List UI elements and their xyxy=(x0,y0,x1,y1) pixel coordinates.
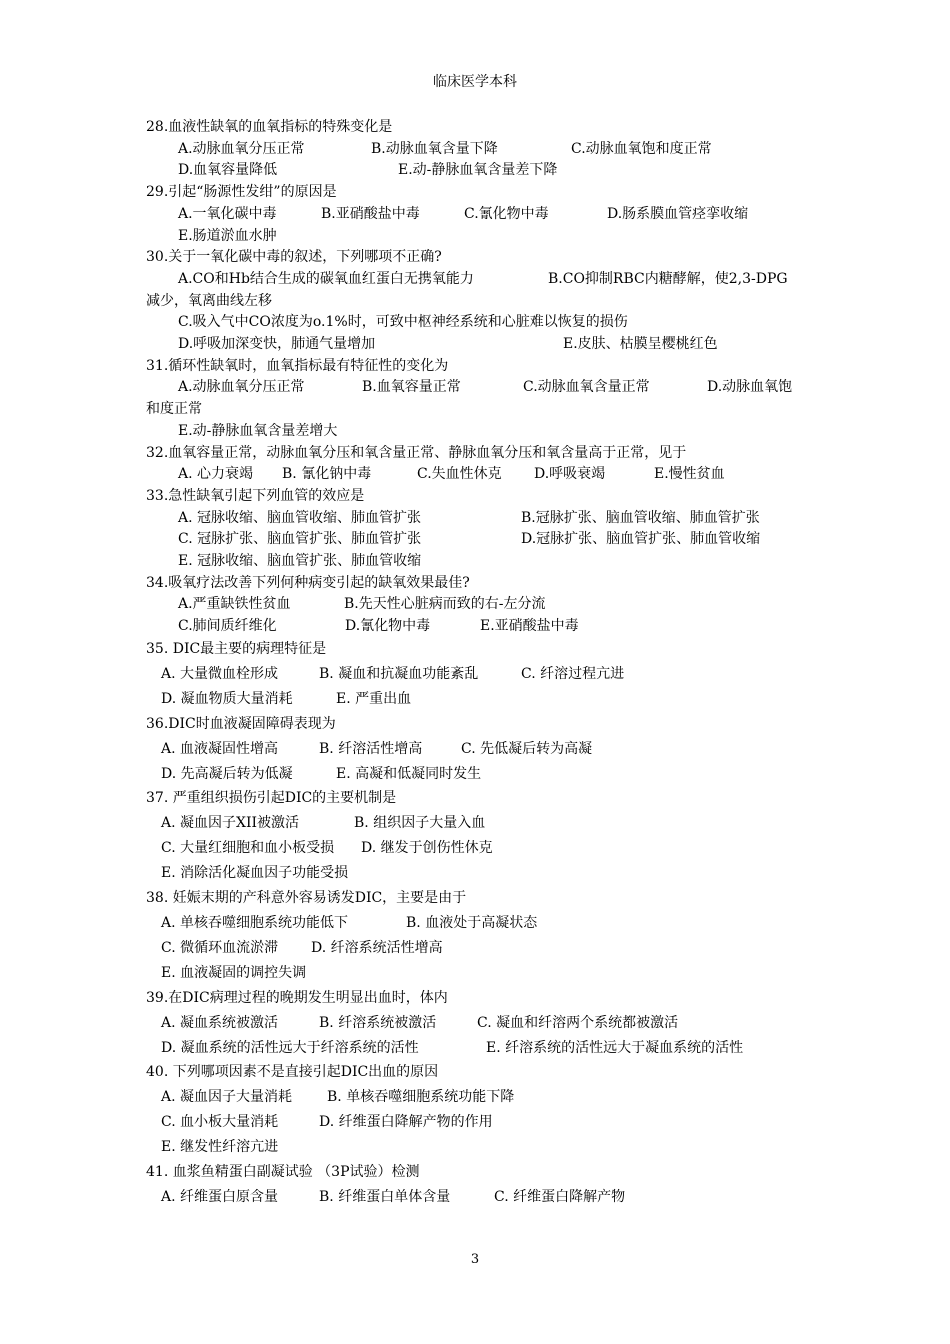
answer-option: D. 凝血物质大量消耗 xyxy=(161,690,293,707)
answer-option: C.失血性休克 xyxy=(417,466,502,483)
answer-option: A. 单核吞噬细胞系统功能低下 xyxy=(161,914,349,931)
option-line xyxy=(146,1110,816,1135)
answer-option: C.肺间质纤维化 xyxy=(178,618,277,635)
answer-option: D.呼吸加深变快，肺通气量增加 xyxy=(178,336,376,353)
question-stem: 33.急性缺氧引起下列血管的效应是 xyxy=(146,487,365,504)
answer-option: B.亚硝酸盐中毒 xyxy=(321,205,420,222)
option-line xyxy=(146,1135,816,1160)
answer-option: C. 冠脉扩张、脑血管扩张、肺血管扩张 xyxy=(178,531,422,548)
option-line xyxy=(146,529,816,551)
answer-option: B.CO抑制RBC内糖酵解，使2,3-DPG xyxy=(548,270,788,287)
question-stem: 减少，氧离曲线左移 xyxy=(146,292,272,309)
option-line xyxy=(146,139,816,161)
answer-option: B. 血液处于高凝状态 xyxy=(406,914,538,931)
option-line xyxy=(146,551,816,573)
option-line xyxy=(146,836,816,861)
answer-option: E. 高凝和低凝同时发生 xyxy=(336,765,482,782)
answer-option: D. 纤溶系统活性增高 xyxy=(311,939,443,956)
answer-option: C.氰化物中毒 xyxy=(464,205,549,222)
option-line xyxy=(146,226,816,248)
option-line xyxy=(146,662,816,687)
answer-option: E.亚硝酸盐中毒 xyxy=(480,618,579,635)
answer-option: C. 微循环血流淤滞 xyxy=(161,939,279,956)
answer-option: A. 凝血系统被激活 xyxy=(161,1014,279,1031)
answer-option: A.CO和Hb结合生成的碳氧血红蛋白无携氧能力 xyxy=(178,270,474,287)
answer-option: C. 凝血和纤溶两个系统都被激活 xyxy=(477,1014,679,1031)
answer-option: B. 纤溶活性增高 xyxy=(319,740,423,757)
answer-option: D.血氧容量降低 xyxy=(178,162,278,179)
answer-option: C.吸入气中CO浓度为o.1%时，可致中枢神经系统和心脏难以恢复的损伤 xyxy=(178,314,628,331)
answer-option: A.一氧化碳中毒 xyxy=(178,205,277,222)
option-line xyxy=(146,961,816,986)
answer-option: E. 纤溶系统的活性远大于凝血系统的活性 xyxy=(486,1039,744,1056)
answer-option: A. 大量微血栓形成 xyxy=(161,665,279,682)
option-line xyxy=(146,1185,816,1210)
answer-option: A. 纤维蛋白原含量 xyxy=(161,1188,279,1205)
answer-option: A. 凝血因子大量消耗 xyxy=(161,1089,293,1106)
answer-option: D. 继发于创伤性休克 xyxy=(361,840,493,857)
question-stem: 28.血液性缺氧的血氧指标的特殊变化是 xyxy=(146,119,393,135)
option-line xyxy=(146,616,816,638)
answer-option: E.动-静脉血氧含量差增大 xyxy=(178,422,338,439)
question-stem: 32.血氧容量正常，动脉血氧分压和氧含量正常、静脉血氧分压和氧含量高于正常，见于 xyxy=(146,444,687,461)
answer-option: E.皮肤、枯膜呈樱桃红色 xyxy=(563,336,718,353)
answer-option: D. 凝血系统的活性远大于纤溶系统的活性 xyxy=(161,1039,419,1056)
page-header: 临床医学本科 xyxy=(433,74,517,90)
answer-option: D.肠系膜血管痉挛收缩 xyxy=(607,205,749,222)
answer-option: B. 凝血和抗凝血功能紊乱 xyxy=(319,665,479,682)
answer-option: B.动脉血氧含量下降 xyxy=(371,140,498,157)
question-stem: 31.循环性缺氧时，血氧指标最有特征性的变化为 xyxy=(146,357,449,374)
question-stem: 34.吸氧疗法改善下列何种病变引起的缺氧效果最佳? xyxy=(146,574,470,591)
option-line xyxy=(146,334,816,356)
answer-option: D. 先高凝后转为低凝 xyxy=(161,765,293,782)
question-stem: 38. 妊娠末期的产科意外容易诱发DIC，主要是由于 xyxy=(146,890,467,907)
option-line xyxy=(146,911,816,936)
answer-option: A. 血液凝固性增高 xyxy=(161,740,279,757)
option-line xyxy=(146,160,816,182)
option-line xyxy=(146,312,816,334)
option-line xyxy=(146,861,816,886)
answer-option: B. 单核吞噬细胞系统功能下降 xyxy=(327,1089,515,1106)
answer-option: A. 冠脉收缩、脑血管收缩、肺血管扩张 xyxy=(178,509,422,526)
answer-option: E. 冠脉收缩、脑血管扩张、肺血管收缩 xyxy=(178,553,422,570)
answer-option: E. 继发性纤溶亢进 xyxy=(161,1139,279,1156)
question-block-dic xyxy=(146,637,816,1210)
answer-option: E.慢性贫血 xyxy=(654,466,725,483)
answer-option: D.呼吸衰竭 xyxy=(534,466,606,483)
question-stem: 36.DIC时血液凝固障碍表现为 xyxy=(146,715,336,732)
question-stem: 30.关于一氧化碳中毒的叙述，下列哪项不正确? xyxy=(146,249,442,266)
question-block-hypoxia xyxy=(146,117,816,638)
answer-option: D. 纤维蛋白降解产物的作用 xyxy=(319,1114,493,1131)
answer-option: E. 消除活化凝血因子功能受损 xyxy=(161,865,349,882)
question-stem: 41. 血浆鱼精蛋白副凝试验 （3P试验）检测 xyxy=(146,1164,420,1181)
answer-option: A.动脉血氧分压正常 xyxy=(178,140,305,157)
option-line xyxy=(146,421,816,443)
answer-option: C.动脉血氧含量正常 xyxy=(523,379,650,396)
question-stem: 37. 严重组织损伤引起DIC的主要机制是 xyxy=(146,790,397,807)
option-line xyxy=(146,811,816,836)
answer-option: B.冠脉扩张、脑血管收缩、肺血管扩张 xyxy=(521,509,760,526)
answer-option: C. 纤维蛋白降解产物 xyxy=(494,1188,626,1205)
answer-option: C.动脉血氧饱和度正常 xyxy=(571,140,712,157)
option-line xyxy=(146,464,816,486)
answer-option: C. 先低凝后转为高凝 xyxy=(461,740,593,757)
answer-option: B. 氰化钠中毒 xyxy=(282,466,372,483)
answer-option: A. 心力衰竭 xyxy=(178,466,254,483)
option-line xyxy=(146,594,816,616)
answer-option: E. 严重出血 xyxy=(336,690,412,707)
answer-option: B.血氧容量正常 xyxy=(362,379,461,396)
question-stem: 39.在DIC病理过程的晚期发生明显出血时，体内 xyxy=(146,989,448,1006)
answer-option: B. 纤溶系统被激活 xyxy=(319,1014,437,1031)
option-line xyxy=(146,377,816,399)
answer-option: B.先天性心脏病而致的右-左分流 xyxy=(344,596,546,613)
answer-option: E.肠道淤血水肿 xyxy=(178,227,277,244)
option-line xyxy=(146,936,816,961)
answer-option: D.动脉血氧饱 xyxy=(707,379,793,396)
question-stem: 35. DIC最主要的病理特征是 xyxy=(146,641,327,657)
question-stem: 40. 下列哪项因素不是直接引起DIC出血的原因 xyxy=(146,1064,439,1081)
answer-option: C. 纤溶过程亢进 xyxy=(521,665,625,682)
option-line xyxy=(146,687,816,712)
question-stem: 29.引起“肠源性发绀”的原因是 xyxy=(146,184,337,201)
answer-option: E.动-静脉血氧含量差下降 xyxy=(398,162,558,179)
option-line xyxy=(146,508,816,530)
answer-option: B. 组织因子大量入血 xyxy=(354,815,486,832)
answer-option: D.氰化物中毒 xyxy=(345,618,431,635)
option-line xyxy=(146,762,816,787)
answer-option: A.动脉血氧分压正常 xyxy=(178,379,305,396)
answer-option: A.严重缺铁性贫血 xyxy=(178,596,291,613)
option-line xyxy=(146,204,816,226)
option-line xyxy=(146,737,816,762)
answer-option: D.冠脉扩张、脑血管扩张、肺血管收缩 xyxy=(521,531,761,548)
page-number: 3 xyxy=(470,1252,480,1267)
question-stem: 和度正常 xyxy=(146,401,202,418)
answer-option: C. 大量红细胞和血小板受损 xyxy=(161,840,335,857)
option-line xyxy=(146,269,816,291)
answer-option: E. 血液凝固的调控失调 xyxy=(161,964,307,981)
answer-option: A. 凝血因子XII被激活 xyxy=(161,815,300,832)
option-line xyxy=(146,1085,816,1110)
answer-option: B. 纤维蛋白单体含量 xyxy=(319,1188,451,1205)
option-line xyxy=(146,1036,816,1061)
option-line xyxy=(146,1011,816,1036)
answer-option: C. 血小板大量消耗 xyxy=(161,1114,279,1131)
